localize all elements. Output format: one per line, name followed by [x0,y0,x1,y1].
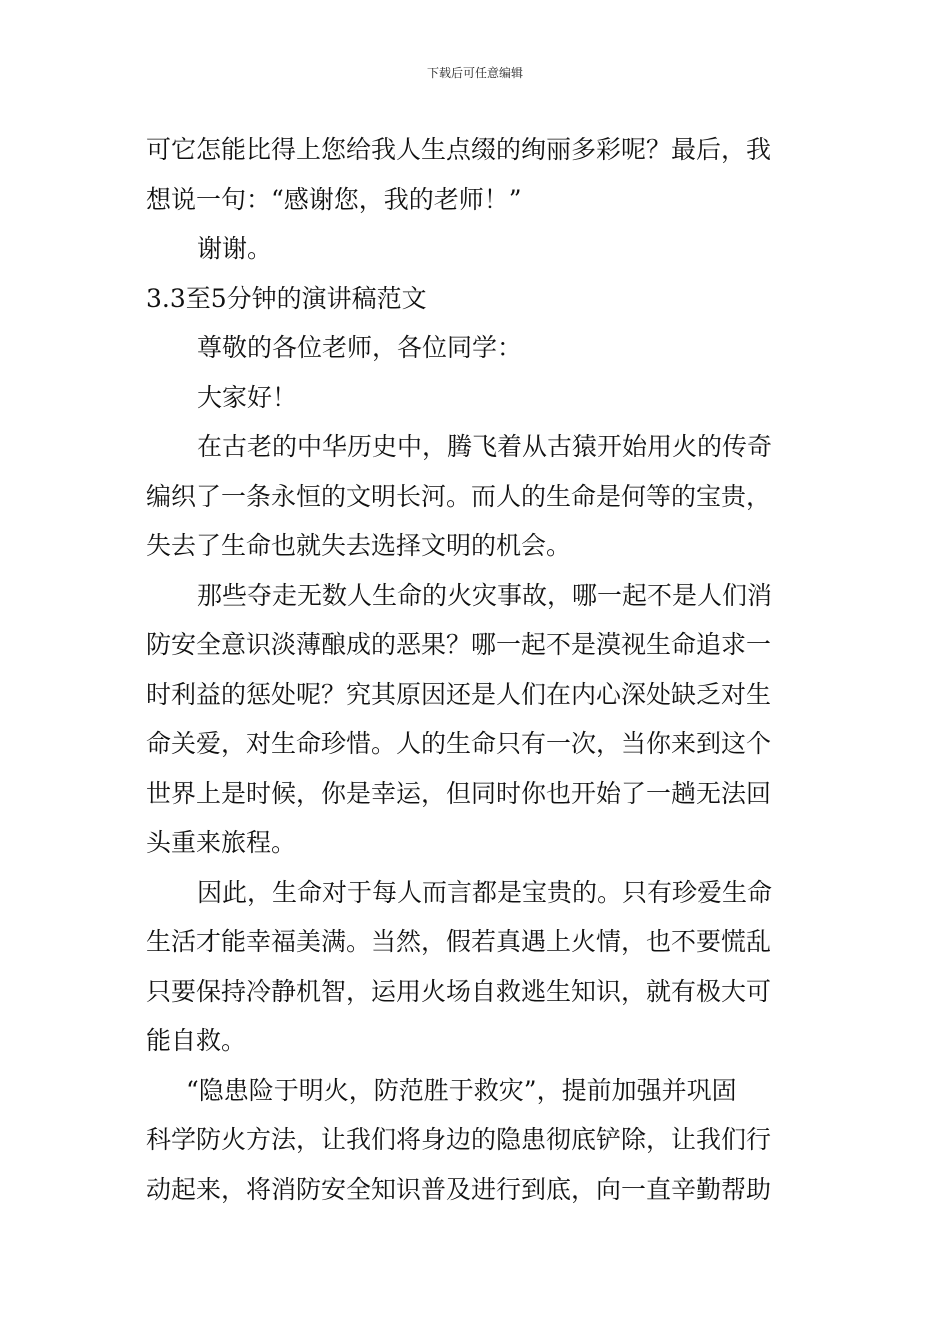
paragraph-line: 失去了生命也就失去选择文明的机会。 [146,531,572,560]
paragraph-line: 命关爱，对生命珍惜。人的生命只有一次，当你来到这个 [146,729,772,758]
paragraph-line: 只要保持冷静机智，运用火场自救逃生知识，就有极大可 [146,976,772,1006]
paragraph-line: 想说一句：“感谢您，我的老师！” [146,184,522,214]
paragraph-line: 谢谢。 [197,234,273,263]
paragraph-line: 科学防火方法，让我们将身边的隐患彻底铲除，让我们行 [146,1125,772,1154]
section-heading: 3.3至5分钟的演讲稿范文 [146,283,427,313]
salutation-line: 尊敬的各位老师，各位同学： [197,333,523,362]
greeting-line: 大家好！ [197,382,298,412]
paragraph-line: 那些夺走无数人生命的火灾事故，哪一起不是人们消 [197,580,773,610]
paragraph-line: “隐患险于明火，防范胜于救灾”，提前加强并巩固 [186,1075,737,1105]
paragraph-line: 生活才能幸福美满。当然，假若真遇上火情，也不要慌乱 [146,927,772,956]
paragraph-line: 动起来，将消防安全知识普及进行到底，向一直辛勤帮助 [146,1174,772,1204]
paragraph-line: 时利益的惩处呢？究其原因还是人们在内心深处缺乏对生 [146,679,772,709]
paragraph-line: 在古老的中华历史中，腾飞着从古猿开始用火的传奇 [197,432,773,461]
paragraph-line: 编织了一条永恒的文明长河。而人的生命是何等的宝贵， [146,481,772,511]
paragraph-line: 世界上是时候，你是幸运，但同时你也开始了一趟无法回 [146,778,772,808]
paragraph-line: 头重来旅程。 [146,828,297,857]
paragraph-line: 防安全意识淡薄酿成的恶果？哪一起不是漠视生命追求一 [146,630,772,659]
document-body [146,125,810,1214]
page-header: 下载后可任意编辑 [426,66,523,80]
paragraph-line: 能自救。 [146,1026,247,1055]
paragraph-line: 因此，生命对于每人而言都是宝贵的。只有珍爱生命 [197,877,773,907]
paragraph-line: 可它怎能比得上您给我人生点缀的绚丽多彩呢？最后，我 [146,135,772,164]
